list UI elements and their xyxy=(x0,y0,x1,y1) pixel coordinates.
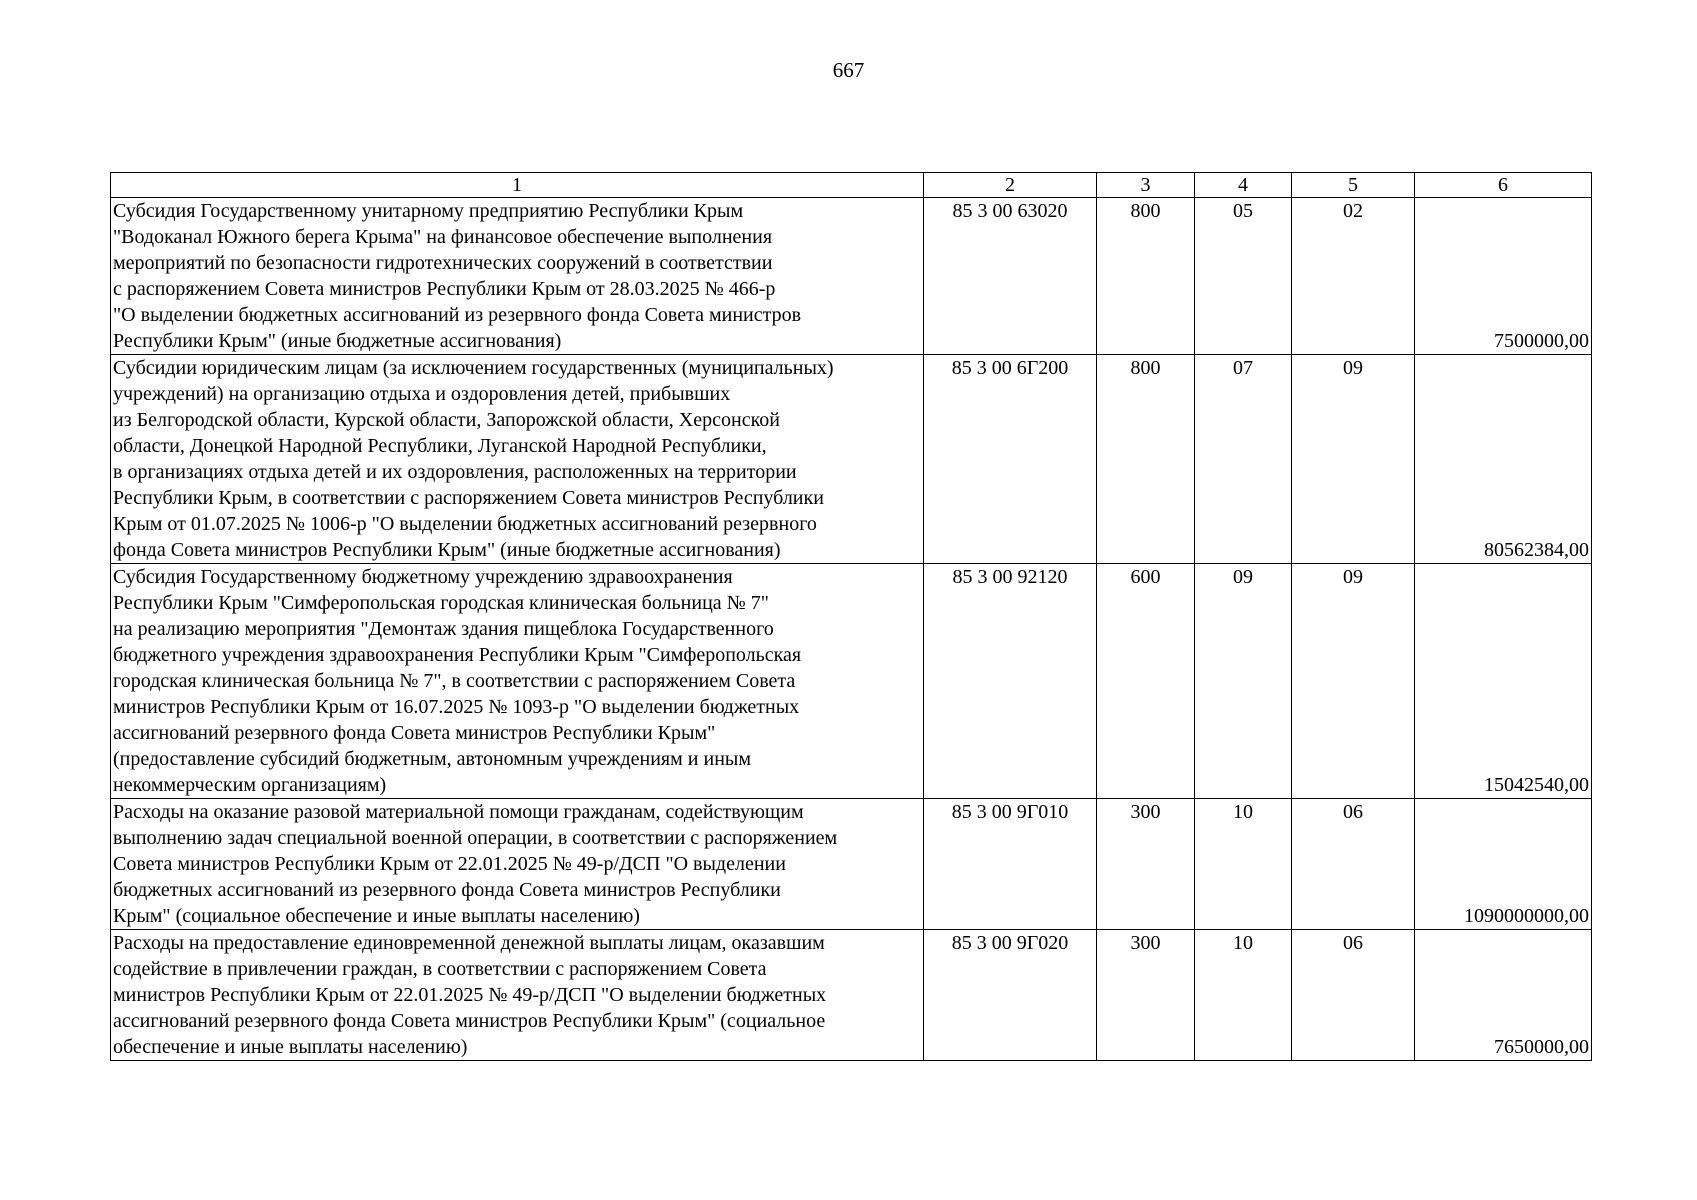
section-code: 07 xyxy=(1195,355,1292,564)
expense-type-code: 800 xyxy=(1097,355,1195,564)
column-header: 4 xyxy=(1195,173,1292,198)
table-row xyxy=(111,564,1592,799)
target-article-code: 85 3 00 6Г200 xyxy=(924,355,1097,564)
expense-type-code: 300 xyxy=(1097,799,1195,930)
expense-description: Расходы на предоставление единовременной денежной выплаты лицам, оказавшим содействие в привлечении граждан, в соответствии с распоряжением Совета министров Республики Крым от 22.01.2025 № 49-р/ДСП "О выделении бюджетных ассигнований резервного фонда Совета министров Республики Крым" (социальное обеспечение и иные выплаты населению) xyxy=(111,930,924,1061)
column-header: 3 xyxy=(1097,173,1195,198)
expense-type-code: 600 xyxy=(1097,564,1195,799)
section-code: 09 xyxy=(1195,564,1292,799)
subsection-code: 02 xyxy=(1292,198,1415,355)
expense-type-code: 800 xyxy=(1097,198,1195,355)
expense-description: Субсидии юридическим лицам (за исключением государственных (муниципальных) учреждений) на организацию отдыха и оздоровления детей, прибывших из Белгородской области, Курской области, Запорожской области, Херсонской области, Донецкой Народной Республики, Луганской Народной Республики, в организациях отдыха детей и их оздоровления, расположенных на территории Республики Крым, в соответствии с распоряжением Совета министров Республики Крым от 01.07.2025 № 1006-р "О выделении бюджетных ассигнований резервного фонда Совета министров Республики Крым" (иные бюджетные ассигнования) xyxy=(111,355,924,564)
budget-allocation-table xyxy=(110,172,1592,1061)
section-code: 05 xyxy=(1195,198,1292,355)
page-number: 667 xyxy=(832,58,865,82)
column-header: 6 xyxy=(1415,173,1592,198)
subsection-code: 09 xyxy=(1292,355,1415,564)
amount: 1090000000,00 xyxy=(1415,799,1592,930)
subsection-code: 06 xyxy=(1292,930,1415,1061)
subsection-code: 09 xyxy=(1292,564,1415,799)
expense-description: Субсидия Государственному унитарному предприятию Республики Крым "Водоканал Южного берега Крыма" на финансовое обеспечение выполнения мероприятий по безопасности гидротехнических сооружений в соответствии с распоряжением Совета министров Республики Крым от 28.03.2025 № 466-р "О выделении бюджетных ассигнований из резервного фонда Совета министров Республики Крым" (иные бюджетные ассигнования) xyxy=(111,198,924,355)
expense-description: Субсидия Государственному бюджетному учреждению здравоохранения Республики Крым "Симферопольская городская клиническая больница № 7" на реализацию мероприятия "Демонтаж здания пищеблока Государственного бюджетного учреждения здравоохранения Республики Крым "Симферопольская городская клиническая больница № 7", в соответствии с распоряжением Совета министров Республики Крым от 16.07.2025 № 1093-р "О выделении бюджетных ассигнований резервного фонда Совета министров Республики Крым" (предоставление субсидий бюджетным, автономным учреждениям и иным некоммерческим организациям) xyxy=(111,564,924,799)
column-header: 2 xyxy=(924,173,1097,198)
amount: 7650000,00 xyxy=(1415,930,1592,1061)
column-header: 5 xyxy=(1292,173,1415,198)
subsection-code: 06 xyxy=(1292,799,1415,930)
section-code: 10 xyxy=(1195,930,1292,1061)
table-row xyxy=(111,198,1592,355)
target-article-code: 85 3 00 63020 xyxy=(924,198,1097,355)
expense-type-code: 300 xyxy=(1097,930,1195,1061)
expense-description: Расходы на оказание разовой материальной помощи гражданам, содействующим выполнению задач специальной военной операции, в соответствии с распоряжением Совета министров Республики Крым от 22.01.2025 № 49-р/ДСП "О выделении бюджетных ассигнований из резервного фонда Совета министров Республики Крым" (социальное обеспечение и иные выплаты населению) xyxy=(111,799,924,930)
amount: 7500000,00 xyxy=(1415,198,1592,355)
table-body xyxy=(111,198,1592,1061)
section-code: 10 xyxy=(1195,799,1292,930)
target-article-code: 85 3 00 9Г020 xyxy=(924,930,1097,1061)
target-article-code: 85 3 00 92120 xyxy=(924,564,1097,799)
table-row xyxy=(111,930,1592,1061)
amount: 80562384,00 xyxy=(1415,355,1592,564)
table-header-row xyxy=(111,173,1592,198)
table-row xyxy=(111,355,1592,564)
target-article-code: 85 3 00 9Г010 xyxy=(924,799,1097,930)
column-header: 1 xyxy=(111,173,924,198)
table-header xyxy=(111,173,1592,198)
table-row xyxy=(111,799,1592,930)
amount: 15042540,00 xyxy=(1415,564,1592,799)
